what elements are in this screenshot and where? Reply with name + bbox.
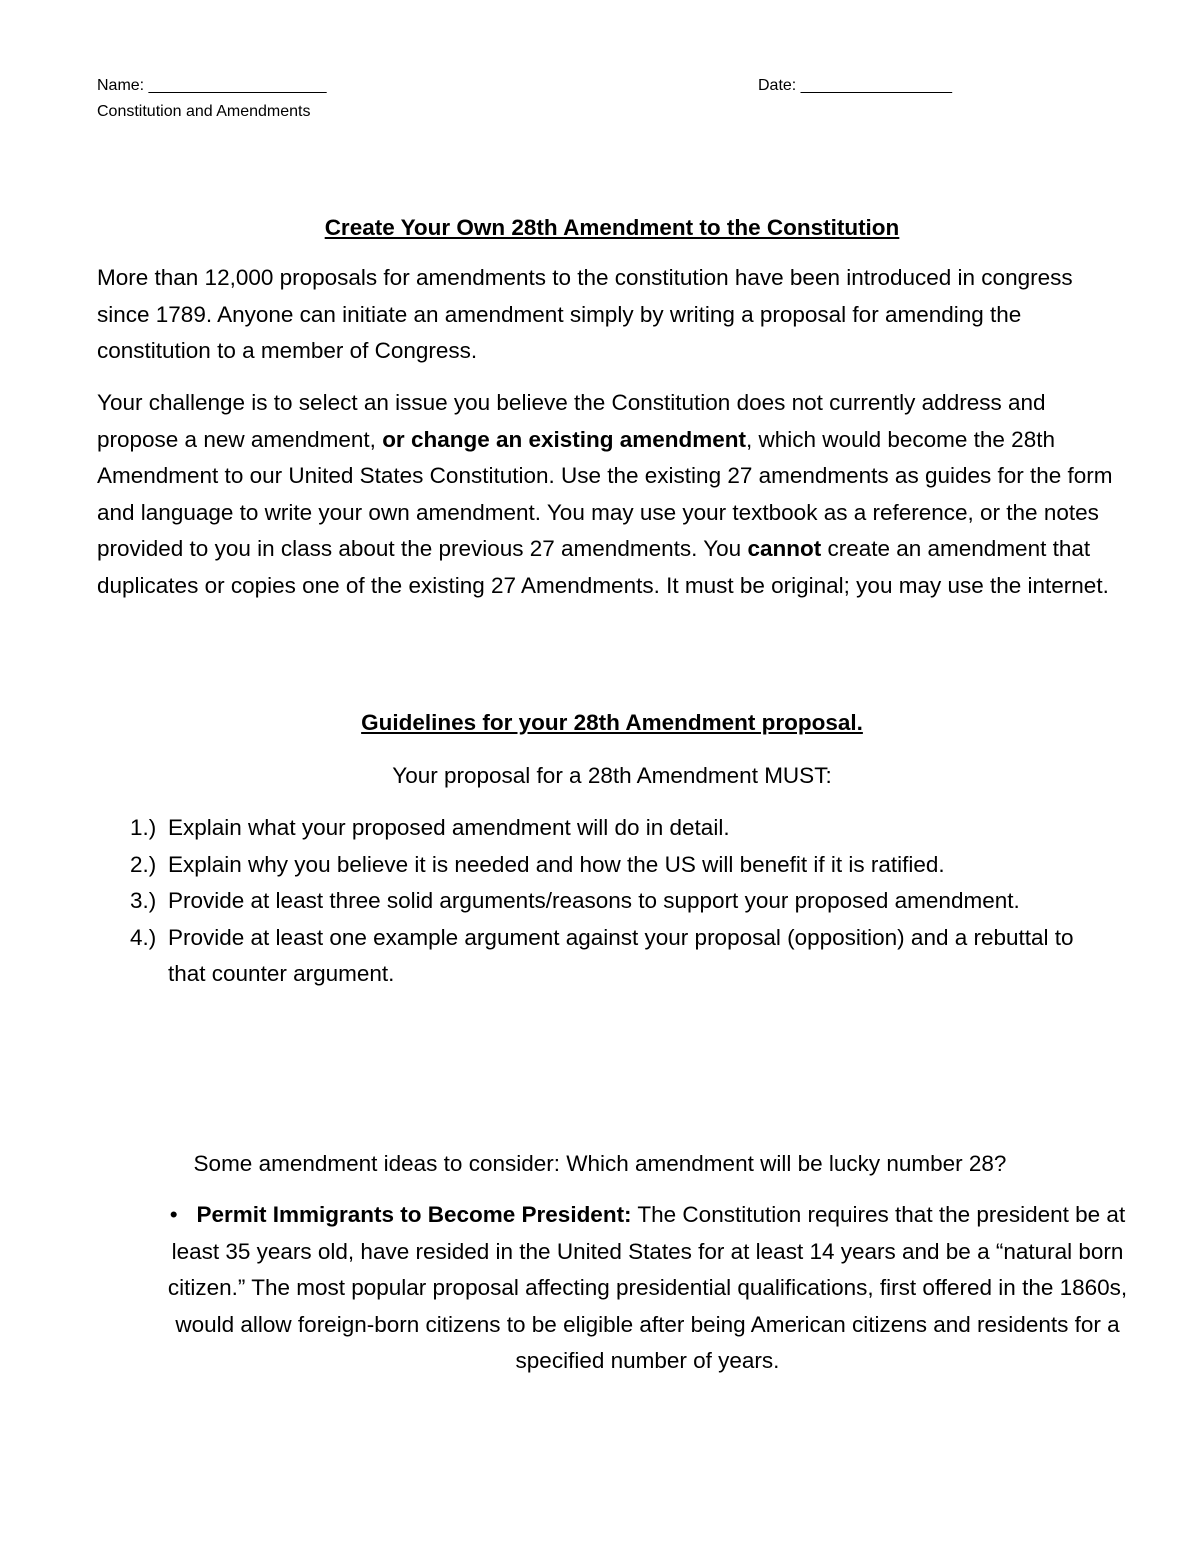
guideline-item	[130, 847, 1090, 884]
guideline-item	[130, 883, 1090, 920]
idea-text: The Constitution requires that the president be at least 35 years old, have resided in the United States for at least 14 years and be a “natural born citizen.” The most popular proposal affecting presidential qualifications, first offered in the 1860s, would allow foreign-born citizens to be eligible after being American citizens and residents for a specified number of years.	[167, 1202, 1128, 1373]
guideline-text: Provide at least one example argument against your proposal (opposition) and a rebuttal to that counter argument.	[168, 924, 1074, 986]
course-label: Constitution and Amendments	[97, 103, 311, 120]
bullet-icon: •	[169, 1202, 197, 1227]
idea-item	[150, 1197, 1145, 1380]
list-marker: 4.)	[130, 924, 157, 950]
list-marker: 2.)	[130, 851, 157, 877]
page-title: Create Your Own 28th Amendment to the Constitution	[324, 215, 900, 240]
guideline-text: Explain why you believe it is needed and how the US will benefit if it is ratified.	[168, 851, 945, 877]
bold-text: cannot	[747, 536, 822, 561]
text: Your challenge is to select an issue you believe the Constitution does not currently address and propose a new amendment,	[97, 390, 1046, 452]
guidelines-list	[130, 810, 1090, 993]
idea-title: Permit Immigrants to Become President:	[196, 1202, 632, 1227]
challenge-paragraph	[97, 385, 1132, 604]
guideline-item	[130, 920, 1090, 993]
text: , which would become the 28th Amendment to our United States Constitution. Use the existing 27 amendments as guides for the form and language to write your own amendment. You may use your textbook as a reference, or the notes provided to you in class about the previous 27 amendments. You	[97, 426, 1113, 561]
guideline-text: Provide at least three solid arguments/reasons to support your proposed amendment.	[168, 888, 1020, 913]
date-field: Date: _________________	[758, 77, 952, 94]
guidelines-title: Guidelines for your 28th Amendment proposal.	[361, 710, 863, 735]
guideline-item	[130, 810, 1090, 847]
guideline-text: Explain what your proposed amendment will do in detail.	[168, 815, 730, 840]
bold-text: or change an existing amendment	[382, 426, 747, 452]
text: create an amendment that duplicates or copies one of the existing 27 Amendments. It must be original; you may use the internet.	[97, 536, 1109, 598]
intro-paragraph: More than 12,000 proposals for amendments to the constitution have been introduced in congress since 1789. Anyone can initiate an amendment simply by writing a proposal for amending the constitution to a member of Congress.	[97, 265, 1073, 363]
list-marker: 3.)	[130, 888, 157, 913]
list-marker: 1.)	[130, 815, 157, 840]
ideas-heading: Some amendment ideas to consider: Which amendment will be lucky number 28?	[193, 1151, 1007, 1176]
name-field: Name: ____________________	[97, 77, 327, 94]
guidelines-subtitle: Your proposal for a 28th Amendment MUST:	[392, 763, 832, 788]
